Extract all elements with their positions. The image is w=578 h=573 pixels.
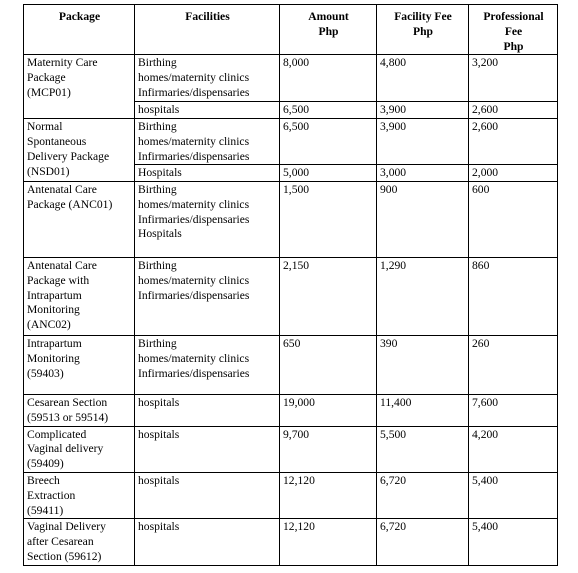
facility-line: Birthing: [138, 336, 177, 350]
package-line: Section (59612): [27, 549, 102, 563]
table-row: [24, 426, 558, 472]
package-line: Package: [27, 71, 66, 85]
table-row: [24, 119, 558, 182]
professional-fee-cell: [469, 519, 558, 565]
facility-line: homes/maternity clinics: [138, 351, 250, 365]
package-cell: [24, 472, 135, 518]
professional-fee-cell: [469, 257, 558, 335]
facility-line: hospitals: [138, 395, 180, 409]
facility-fee-cell: [377, 181, 469, 257]
facility-fee-value: 11,400: [380, 395, 412, 409]
amount-cell: [280, 181, 377, 257]
facilities-sub: [135, 164, 279, 181]
facility-fee-value: 5,500: [380, 427, 407, 441]
package-line: (59411): [27, 503, 64, 517]
facility-line: hospitals: [138, 103, 180, 117]
header-amount-line: Php: [318, 24, 339, 38]
facility-line: homes/maternity clinics: [138, 134, 250, 148]
facilities-sub: [135, 101, 279, 118]
package-line: (59513 or 59514): [27, 410, 109, 424]
header-package-text: Package: [58, 10, 101, 23]
table-row: [24, 472, 558, 518]
facility-line: Infirmaries/dispensaries: [138, 366, 250, 380]
package-line: Intrapartum: [27, 288, 82, 302]
facility-fee-sub: [377, 101, 468, 118]
amount-cell: [280, 257, 377, 335]
facility-fee-value: 900: [380, 182, 398, 196]
package-line: Antenatal Care: [27, 182, 97, 196]
facility-fee-value: 3,900: [380, 120, 407, 134]
professional-fee-value: 5,400: [472, 473, 499, 487]
amount-value: 9,700: [283, 427, 310, 441]
package-line: Monitoring: [27, 303, 80, 317]
package-cell: [24, 426, 135, 472]
amount-cell: [280, 119, 377, 182]
package-line: Breech: [27, 473, 60, 487]
header-professional-fee-line: Php: [503, 39, 524, 53]
professional-fee-value: 2,600: [472, 103, 499, 117]
facility-fee-value: 390: [380, 336, 398, 350]
header-facility-fee-line: Php: [413, 24, 433, 38]
facility-line: homes/maternity clinics: [138, 197, 250, 211]
amount-value: 6,500: [283, 103, 310, 117]
facilities-cell: [135, 55, 280, 119]
facility-fee-sub: [377, 164, 468, 181]
professional-fee-sub: [469, 119, 557, 164]
table-row: [24, 181, 558, 257]
facilities-cell: [135, 119, 280, 182]
facilities-sub: [135, 55, 279, 101]
package-line: Antenatal Care: [27, 258, 97, 272]
facility-line: Birthing: [138, 56, 177, 70]
facility-line: Birthing: [138, 182, 177, 196]
facility-fee-cell: [377, 426, 469, 472]
package-line: Package (ANC01): [27, 197, 113, 211]
package-fee-table: [23, 4, 558, 566]
facility-fee-cell: [377, 257, 469, 335]
amount-sub: [280, 119, 376, 164]
package-line: (NSD01): [27, 164, 70, 178]
header-professional-fee-line: Fee: [504, 24, 523, 38]
amount-cell: [280, 55, 377, 119]
header-row: [24, 5, 558, 55]
facility-fee-value: 4,800: [380, 56, 407, 70]
header-amount: [280, 5, 377, 55]
professional-fee-value: 2,000: [472, 166, 499, 180]
header-amount-line: Amount: [308, 10, 349, 23]
amount-cell: [280, 519, 377, 565]
package-line: Cesarean Section: [27, 395, 108, 409]
header-facilities-text: Facilities: [185, 10, 230, 23]
professional-fee-value: 5,400: [472, 520, 499, 534]
package-line: (MCP01): [27, 85, 71, 99]
professional-fee-sub: [469, 55, 557, 101]
amount-value: 1,500: [283, 182, 310, 196]
facilities-cell: [135, 472, 280, 518]
professional-fee-value: 600: [472, 182, 490, 196]
facility-line: homes/maternity clinics: [138, 273, 250, 287]
facility-fee-value: 6,720: [380, 473, 407, 487]
package-line: (ANC02): [27, 318, 71, 332]
professional-fee-cell: [469, 181, 558, 257]
package-line: Extraction: [27, 488, 76, 502]
professional-fee-cell: [469, 426, 558, 472]
professional-fee-cell: [469, 119, 558, 182]
package-line: Package with: [27, 273, 90, 287]
amount-value: 650: [283, 336, 301, 350]
professional-fee-cell: [469, 335, 558, 394]
facilities-cell: [135, 181, 280, 257]
package-cell: [24, 119, 135, 182]
facility-fee-sub: [377, 55, 468, 101]
professional-fee-sub: [469, 101, 557, 118]
header-package: [24, 5, 135, 55]
facility-line: homes/maternity clinics: [138, 71, 250, 85]
facility-fee-cell: [377, 519, 469, 565]
facility-line: Hospitals: [138, 227, 182, 241]
facility-line: Hospitals: [138, 166, 182, 180]
table-row: [24, 394, 558, 426]
table-row: [24, 335, 558, 394]
package-cell: [24, 55, 135, 119]
facility-fee-value: 3,000: [380, 166, 407, 180]
package-line: Vaginal Delivery: [27, 520, 106, 534]
professional-fee-cell: [469, 472, 558, 518]
amount-cell: [280, 394, 377, 426]
facilities-cell: [135, 257, 280, 335]
amount-value: 5,000: [283, 166, 310, 180]
professional-fee-value: 4,200: [472, 427, 499, 441]
facilities-sub: [135, 119, 279, 164]
facility-line: Infirmaries/dispensaries: [138, 85, 250, 99]
facility-fee-value: 3,900: [380, 103, 407, 117]
package-cell: [24, 519, 135, 565]
package-line: (59409): [27, 457, 64, 471]
amount-value: 12,120: [283, 520, 315, 534]
facility-fee-sub: [377, 119, 468, 164]
amount-cell: [280, 335, 377, 394]
amount-sub: [280, 164, 376, 181]
facility-line: hospitals: [138, 473, 180, 487]
facility-line: Infirmaries/dispensaries: [138, 212, 250, 226]
facility-fee-cell: [377, 335, 469, 394]
facility-fee-value: 6,720: [380, 520, 407, 534]
package-line: Delivery Package: [27, 149, 110, 163]
table-row: [24, 519, 558, 565]
package-line: Normal: [27, 120, 63, 134]
package-line: Intrapartum: [27, 336, 82, 350]
package-line: (59403): [27, 366, 64, 380]
amount-sub: [280, 101, 376, 118]
amount-value: 8,000: [283, 56, 310, 70]
professional-fee-cell: [469, 55, 558, 119]
facility-line: hospitals: [138, 427, 180, 441]
amount-sub: [280, 55, 376, 101]
package-line: Vaginal delivery: [27, 442, 104, 456]
amount-value: 6,500: [283, 120, 310, 134]
professional-fee-value: 260: [472, 336, 490, 350]
facility-fee-cell: [377, 394, 469, 426]
professional-fee-value: 2,600: [472, 120, 499, 134]
package-line: after Cesarean: [27, 535, 94, 549]
professional-fee-sub: [469, 164, 557, 181]
header-facility-fee-line: Facility Fee: [394, 10, 452, 23]
facility-line: Birthing: [138, 120, 177, 134]
header-professional-fee: [469, 5, 558, 55]
package-line: Monitoring: [27, 351, 80, 365]
professional-fee-value: 3,200: [472, 56, 499, 70]
package-line: Spontaneous: [27, 134, 87, 148]
professional-fee-cell: [469, 394, 558, 426]
professional-fee-value: 860: [472, 258, 490, 272]
package-cell: [24, 257, 135, 335]
facilities-cell: [135, 335, 280, 394]
facilities-cell: [135, 426, 280, 472]
table-row: [24, 55, 558, 119]
package-line: Complicated: [27, 427, 87, 441]
amount-value: 2,150: [283, 258, 310, 272]
header-professional-fee-line: Professional: [483, 10, 544, 23]
facility-fee-cell: [377, 472, 469, 518]
facility-line: hospitals: [138, 520, 180, 534]
facility-fee-cell: [377, 55, 469, 119]
professional-fee-value: 7,600: [472, 395, 499, 409]
facility-fee-cell: [377, 119, 469, 182]
facility-line: Infirmaries/dispensaries: [138, 149, 250, 163]
table-row: [24, 257, 558, 335]
amount-cell: [280, 472, 377, 518]
header-facility-fee: [377, 5, 469, 55]
facility-line: Birthing: [138, 258, 177, 272]
package-cell: [24, 335, 135, 394]
package-line: Maternity Care: [27, 56, 98, 70]
facility-line: Infirmaries/dispensaries: [138, 288, 250, 302]
facilities-cell: [135, 519, 280, 565]
header-facilities: [135, 5, 280, 55]
facility-fee-value: 1,290: [380, 258, 407, 272]
amount-value: 19,000: [283, 395, 315, 409]
amount-cell: [280, 426, 377, 472]
amount-value: 12,120: [283, 473, 315, 487]
package-cell: [24, 394, 135, 426]
package-cell: [24, 181, 135, 257]
facilities-cell: [135, 394, 280, 426]
